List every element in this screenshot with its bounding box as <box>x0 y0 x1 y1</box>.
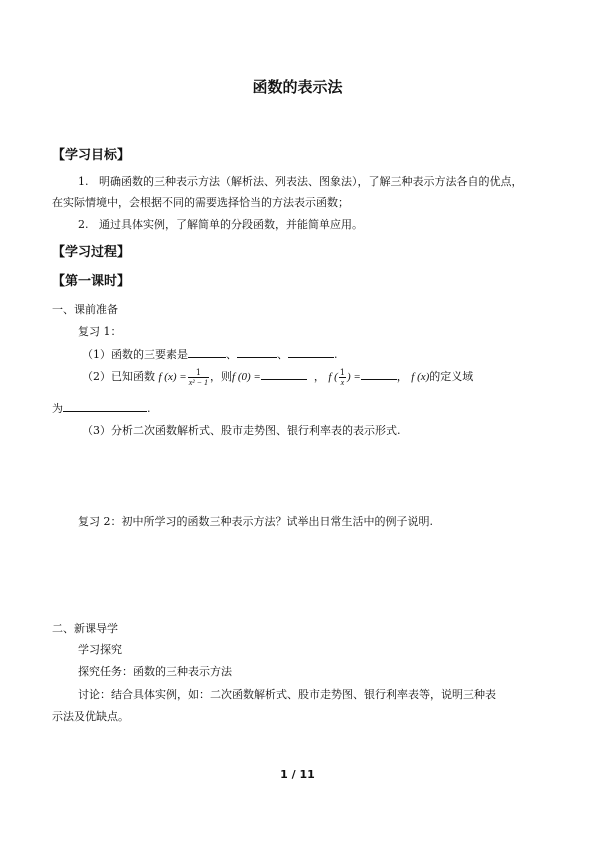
lesson1-heading: 【第一课时】 <box>52 274 131 289</box>
question-2-text: （2）已知函数 <box>82 370 155 383</box>
comma-text: ， <box>396 370 408 383</box>
answer-blank[interactable] <box>261 369 307 380</box>
separator-text: 、 <box>226 348 237 361</box>
review2: 复习 2：初中所学习的函数三种表示方法？试举出日常生活中的例子说明. <box>78 515 433 528</box>
fraction <box>188 368 209 387</box>
section1-title: 一、课前准备 <box>52 303 118 316</box>
question-3: （3）分析二次函数解析式、股市走势图、银行利率表的表示形式. <box>82 424 401 437</box>
period-text: . <box>147 402 151 415</box>
discussion-text: 讨论：结合具体实例，如：二次函数解析式、股市走势图、银行利率表等，说明三种表 <box>78 688 496 701</box>
objective-item-2 <box>78 218 363 232</box>
page-title: 函数的表示法 <box>252 78 343 96</box>
section2-title: 二、新课导学 <box>52 622 118 635</box>
f-of-zero: f (0) = <box>232 371 261 383</box>
process-heading: 【学习过程】 <box>52 245 131 260</box>
function-symbol: f (x) <box>411 371 430 383</box>
answer-blank[interactable] <box>63 401 147 412</box>
exploration-task: 探究任务：函数的三种表示方法 <box>78 665 232 678</box>
fraction-numerator: 1 <box>188 368 209 378</box>
objective-item-2-text: 通过具体实例，了解简单的分段函数，并能简单应用。 <box>99 218 363 231</box>
discussion-text-continued: 示法及优缺点。 <box>52 710 129 723</box>
f-of-reciprocal-close: ) = <box>346 371 361 383</box>
domain-text: 的定义域 <box>429 370 474 383</box>
objective-item-2-number: 2. <box>78 218 89 231</box>
question-2 <box>82 366 473 388</box>
comma-text: ， <box>313 370 325 383</box>
review1-label: 复习 1： <box>78 325 122 338</box>
objective-item-1 <box>78 175 523 189</box>
small-fraction-denominator: x <box>340 377 345 387</box>
objectives-heading: 【学习目标】 <box>52 148 131 163</box>
question-1 <box>82 347 338 362</box>
fraction-denominator: x² − 1 <box>188 377 209 387</box>
f-of-reciprocal-open: f ( <box>328 371 338 383</box>
objective-item-1-number: 1. <box>78 175 89 188</box>
small-fraction <box>339 368 346 387</box>
section2-subtitle: 学习探究 <box>78 643 122 656</box>
separator-text: 、 <box>277 348 288 361</box>
objective-item-1-text: 明确函数的三种表示方法（解析法、列表法、图象法），了解三种表示方法各自的优点， <box>99 175 523 188</box>
period-text: . <box>334 348 338 361</box>
answer-blank[interactable] <box>361 369 397 380</box>
function-expression: f (x) = <box>158 371 187 383</box>
question-1-text: （1）函数的三要素是 <box>82 348 188 361</box>
page-number: 1 / 11 <box>280 768 315 781</box>
question-2-then: ，则 <box>210 370 233 383</box>
answer-blank[interactable] <box>237 347 277 358</box>
answer-blank[interactable] <box>188 347 226 358</box>
objective-item-1-continued: 在实际情境中，会根据不同的需要选择恰当的方法表示函数； <box>52 196 349 209</box>
answer-blank[interactable] <box>288 347 334 358</box>
question-2-wrap-text: 为 <box>52 402 63 415</box>
question-2-continued <box>52 401 151 416</box>
small-fraction-numerator: 1 <box>339 367 345 377</box>
